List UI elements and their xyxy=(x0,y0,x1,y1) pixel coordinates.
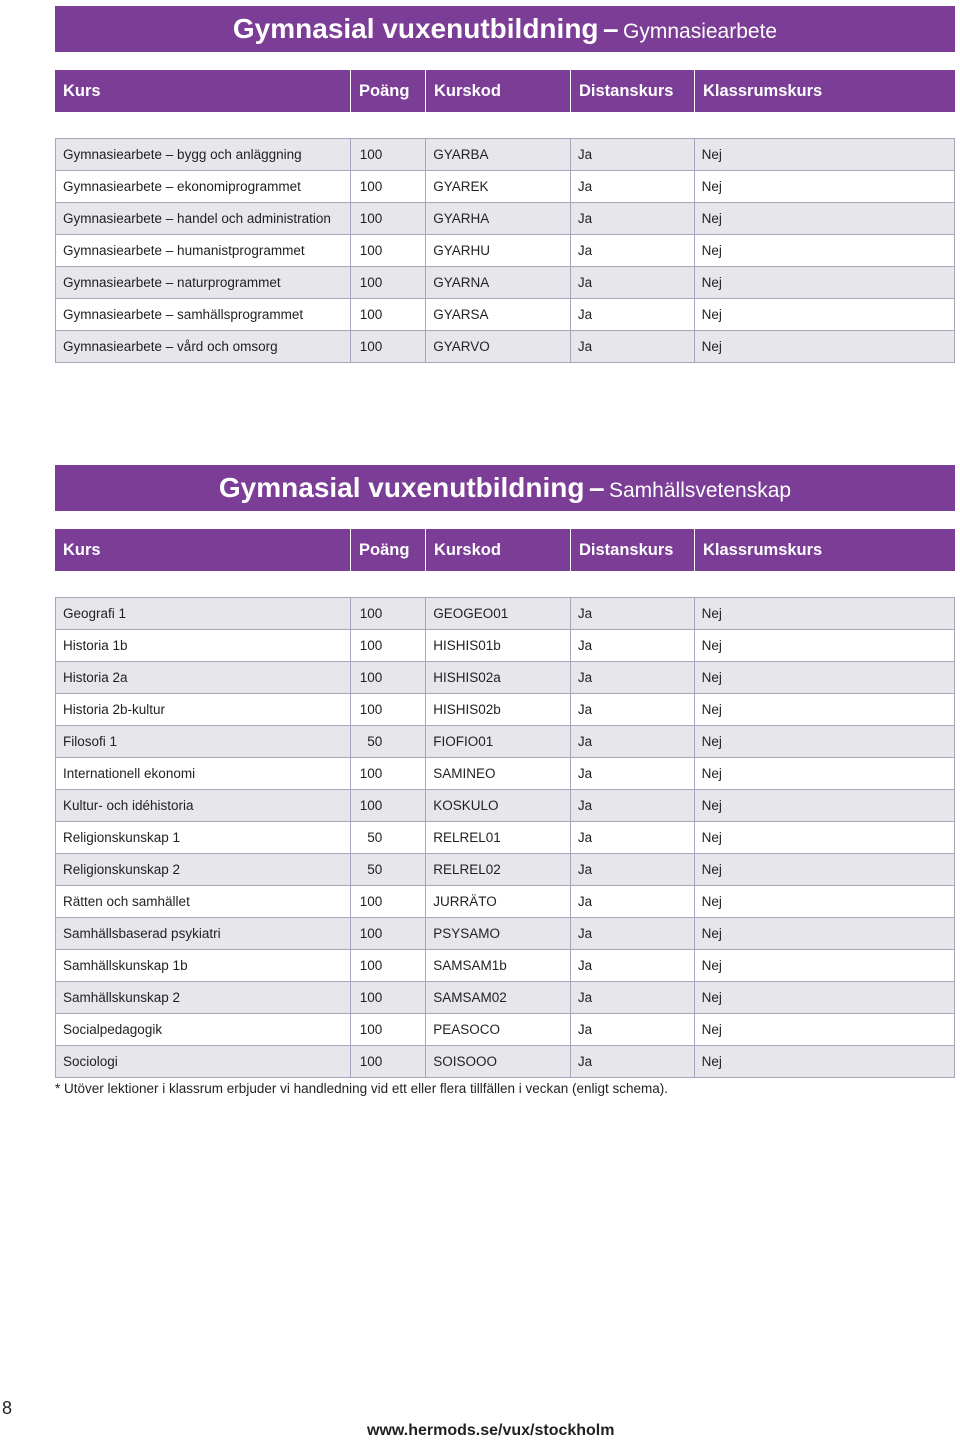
table-row xyxy=(55,918,955,950)
section-title-sub: Samhällsvetenskap xyxy=(609,479,792,502)
table-row xyxy=(55,171,955,203)
cell-kurskod: RELREL02 xyxy=(426,854,571,885)
cell-kurskod: HISHIS02a xyxy=(426,662,571,693)
table-row xyxy=(55,267,955,299)
cell-klassrumskurs: Nej xyxy=(701,339,722,354)
cell-kurskod: GYAREK xyxy=(426,171,571,202)
table-row xyxy=(55,1046,955,1078)
cell-poang: 100 xyxy=(351,139,426,170)
table-header xyxy=(55,529,955,571)
cell-kurs: Internationell ekonomi xyxy=(56,758,351,789)
cell-klassrumskurs: Nej xyxy=(701,670,722,685)
column-header-distanskurs: Distanskurs xyxy=(571,529,695,571)
cell-distanskurs: Ja xyxy=(571,854,695,885)
cell-kurskod: GEOGEO01 xyxy=(426,598,571,629)
cell-klassrumskurs: Nej xyxy=(701,926,722,941)
table-row xyxy=(55,1014,955,1046)
table-row xyxy=(55,886,955,918)
cell-distanskurs: Ja xyxy=(571,1014,695,1045)
cell-kurskod: SAMSAM1b xyxy=(426,950,571,981)
page-number: 8 xyxy=(2,1398,13,1418)
column-header-kurskod: Kurskod xyxy=(426,529,571,571)
cell-distanskurs: Ja xyxy=(571,822,695,853)
cell-klassrumskurs: Nej xyxy=(701,734,722,749)
table-row xyxy=(55,854,955,886)
cell-distanskurs: Ja xyxy=(571,1046,695,1077)
footnote: * Utöver lektioner i klassrum erbjuder vi handledning vid ett eller flera tillfällen i veckan (enligt schema). xyxy=(55,1081,669,1096)
cell-kurs: Historia 1b xyxy=(56,630,351,661)
cell-poang: 100 xyxy=(351,267,426,298)
cell-kurskod: SAMSAM02 xyxy=(426,982,571,1013)
section-title-sub: Gymnasiearbete xyxy=(623,20,778,43)
cell-poang: 100 xyxy=(351,203,426,234)
cell-kurskod: GYARVO xyxy=(426,331,571,362)
cell-kurskod: HISHIS01b xyxy=(426,630,571,661)
table-header xyxy=(55,70,955,112)
cell-poang: 100 xyxy=(351,299,426,330)
cell-poang: 100 xyxy=(351,790,426,821)
cell-klassrumskurs: Nej xyxy=(701,307,722,322)
cell-poang: 100 xyxy=(351,918,426,949)
cell-klassrumskurs: Nej xyxy=(701,179,722,194)
cell-kurs: Historia 2a xyxy=(56,662,351,693)
cell-poang: 100 xyxy=(351,1014,426,1045)
cell-kurs: Socialpedagogik xyxy=(56,1014,351,1045)
cell-kurs: Historia 2b-kultur xyxy=(56,694,351,725)
cell-kurs: Gymnasiearbete – ekonomiprogrammet xyxy=(56,171,351,202)
cell-klassrumskurs: Nej xyxy=(701,702,722,717)
cell-kurskod: HISHIS02b xyxy=(426,694,571,725)
table-row xyxy=(55,598,955,630)
cell-distanskurs: Ja xyxy=(571,950,695,981)
column-header-kurs: Kurs xyxy=(55,529,351,571)
cell-poang: 100 xyxy=(351,694,426,725)
column-header-poang: Poäng xyxy=(351,70,426,112)
column-header-klassrumskurs: Klassrumskurs xyxy=(703,82,823,100)
column-header-kurskod: Kurskod xyxy=(426,70,571,112)
cell-klassrumskurs: Nej xyxy=(701,243,722,258)
cell-klassrumskurs: Nej xyxy=(701,211,722,226)
table-row xyxy=(55,331,955,363)
cell-kurskod: GYARNA xyxy=(426,267,571,298)
cell-kurskod: SAMINEO xyxy=(426,758,571,789)
column-header-klassrumskurs: Klassrumskurs xyxy=(703,541,823,559)
cell-distanskurs: Ja xyxy=(571,299,695,330)
cell-poang: 100 xyxy=(351,982,426,1013)
cell-distanskurs: Ja xyxy=(571,982,695,1013)
cell-klassrumskurs: Nej xyxy=(701,798,722,813)
section-samhallsvetenskap xyxy=(55,465,955,1078)
section-title-main: Gymnasial vuxenutbildning xyxy=(218,472,585,503)
cell-kurs: Religionskunskap 2 xyxy=(56,854,351,885)
table-row xyxy=(55,235,955,267)
course-table xyxy=(55,597,955,1078)
cell-kurskod: GYARHA xyxy=(426,203,571,234)
table-row xyxy=(55,822,955,854)
cell-kurs: Kultur- och idéhistoria xyxy=(56,790,351,821)
cell-kurskod: SOISOOO xyxy=(426,1046,571,1077)
cell-klassrumskurs: Nej xyxy=(701,606,722,621)
cell-poang: 100 xyxy=(351,758,426,789)
cell-poang: 50 xyxy=(351,822,426,853)
table-row xyxy=(55,203,955,235)
cell-kurs: Gymnasiearbete – naturprogrammet xyxy=(56,267,351,298)
cell-kurskod: JURRÄTO xyxy=(426,886,571,917)
cell-kurs: Gymnasiearbete – bygg och anläggning xyxy=(56,139,351,170)
cell-poang: 100 xyxy=(351,662,426,693)
table-row xyxy=(55,630,955,662)
cell-klassrumskurs: Nej xyxy=(701,1022,722,1037)
cell-kurs: Religionskunskap 1 xyxy=(56,822,351,853)
cell-poang: 100 xyxy=(351,171,426,202)
cell-distanskurs: Ja xyxy=(571,171,695,202)
cell-poang: 100 xyxy=(351,235,426,266)
cell-kurskod: FIOFIO01 xyxy=(426,726,571,757)
section-gymnasiearbete xyxy=(55,6,955,363)
cell-kurskod: GYARSA xyxy=(426,299,571,330)
cell-kurs: Samhällskunskap 2 xyxy=(56,982,351,1013)
cell-poang: 100 xyxy=(351,1046,426,1077)
cell-distanskurs: Ja xyxy=(571,267,695,298)
cell-distanskurs: Ja xyxy=(571,726,695,757)
table-row xyxy=(55,726,955,758)
cell-distanskurs: Ja xyxy=(571,203,695,234)
cell-distanskurs: Ja xyxy=(571,235,695,266)
cell-kurskod: PEASOCO xyxy=(426,1014,571,1045)
cell-distanskurs: Ja xyxy=(571,598,695,629)
cell-kurs: Gymnasiearbete – handel och administration xyxy=(56,203,351,234)
cell-kurs: Samhällskunskap 1b xyxy=(56,950,351,981)
cell-klassrumskurs: Nej xyxy=(701,862,722,877)
column-header-kurs: Kurs xyxy=(55,70,351,112)
table-row xyxy=(55,694,955,726)
cell-distanskurs: Ja xyxy=(571,331,695,362)
column-header-poang: Poäng xyxy=(351,529,426,571)
cell-kurskod: GYARBA xyxy=(426,139,571,170)
table-row xyxy=(55,139,955,171)
cell-poang: 50 xyxy=(351,726,426,757)
cell-distanskurs: Ja xyxy=(571,694,695,725)
cell-kurskod: KOSKULO xyxy=(426,790,571,821)
cell-poang: 100 xyxy=(351,331,426,362)
section-title-dash: – xyxy=(602,13,619,44)
cell-distanskurs: Ja xyxy=(571,758,695,789)
cell-distanskurs: Ja xyxy=(571,790,695,821)
cell-kurskod: GYARHU xyxy=(426,235,571,266)
cell-poang: 100 xyxy=(351,630,426,661)
table-row xyxy=(55,950,955,982)
cell-kurs: Gymnasiearbete – vård och omsorg xyxy=(56,331,351,362)
cell-kurskod: PSYSAMO xyxy=(426,918,571,949)
cell-distanskurs: Ja xyxy=(571,630,695,661)
course-table xyxy=(55,138,955,363)
column-header-distanskurs: Distanskurs xyxy=(571,70,695,112)
section-title-main: Gymnasial vuxenutbildning xyxy=(232,13,599,44)
cell-klassrumskurs: Nej xyxy=(701,894,722,909)
cell-kurs: Samhällsbaserad psykiatri xyxy=(56,918,351,949)
cell-distanskurs: Ja xyxy=(571,662,695,693)
cell-kurs: Sociologi xyxy=(56,1046,351,1077)
cell-kurs: Gymnasiearbete – samhällsprogrammet xyxy=(56,299,351,330)
cell-kurskod: RELREL01 xyxy=(426,822,571,853)
cell-kurs: Filosofi 1 xyxy=(56,726,351,757)
table-row xyxy=(55,790,955,822)
cell-klassrumskurs: Nej xyxy=(701,830,722,845)
section-title xyxy=(55,6,955,52)
table-row xyxy=(55,299,955,331)
cell-distanskurs: Ja xyxy=(571,886,695,917)
cell-klassrumskurs: Nej xyxy=(701,147,722,162)
cell-kurs: Geografi 1 xyxy=(56,598,351,629)
cell-kurs: Rätten och samhället xyxy=(56,886,351,917)
cell-klassrumskurs: Nej xyxy=(701,766,722,781)
table-row xyxy=(55,662,955,694)
cell-klassrumskurs: Nej xyxy=(701,638,722,653)
cell-klassrumskurs: Nej xyxy=(701,990,722,1005)
cell-kurs: Gymnasiearbete – humanistprogrammet xyxy=(56,235,351,266)
cell-klassrumskurs: Nej xyxy=(701,1054,722,1069)
section-title-dash: – xyxy=(588,472,605,503)
cell-klassrumskurs: Nej xyxy=(701,958,722,973)
section-title xyxy=(55,465,955,511)
cell-poang: 50 xyxy=(351,854,426,885)
cell-distanskurs: Ja xyxy=(571,918,695,949)
website-url: www.hermods.se/vux/stockholm xyxy=(367,1422,615,1439)
cell-poang: 100 xyxy=(351,598,426,629)
cell-poang: 100 xyxy=(351,886,426,917)
table-row xyxy=(55,982,955,1014)
cell-poang: 100 xyxy=(351,950,426,981)
cell-distanskurs: Ja xyxy=(571,139,695,170)
table-row xyxy=(55,758,955,790)
cell-klassrumskurs: Nej xyxy=(701,275,722,290)
